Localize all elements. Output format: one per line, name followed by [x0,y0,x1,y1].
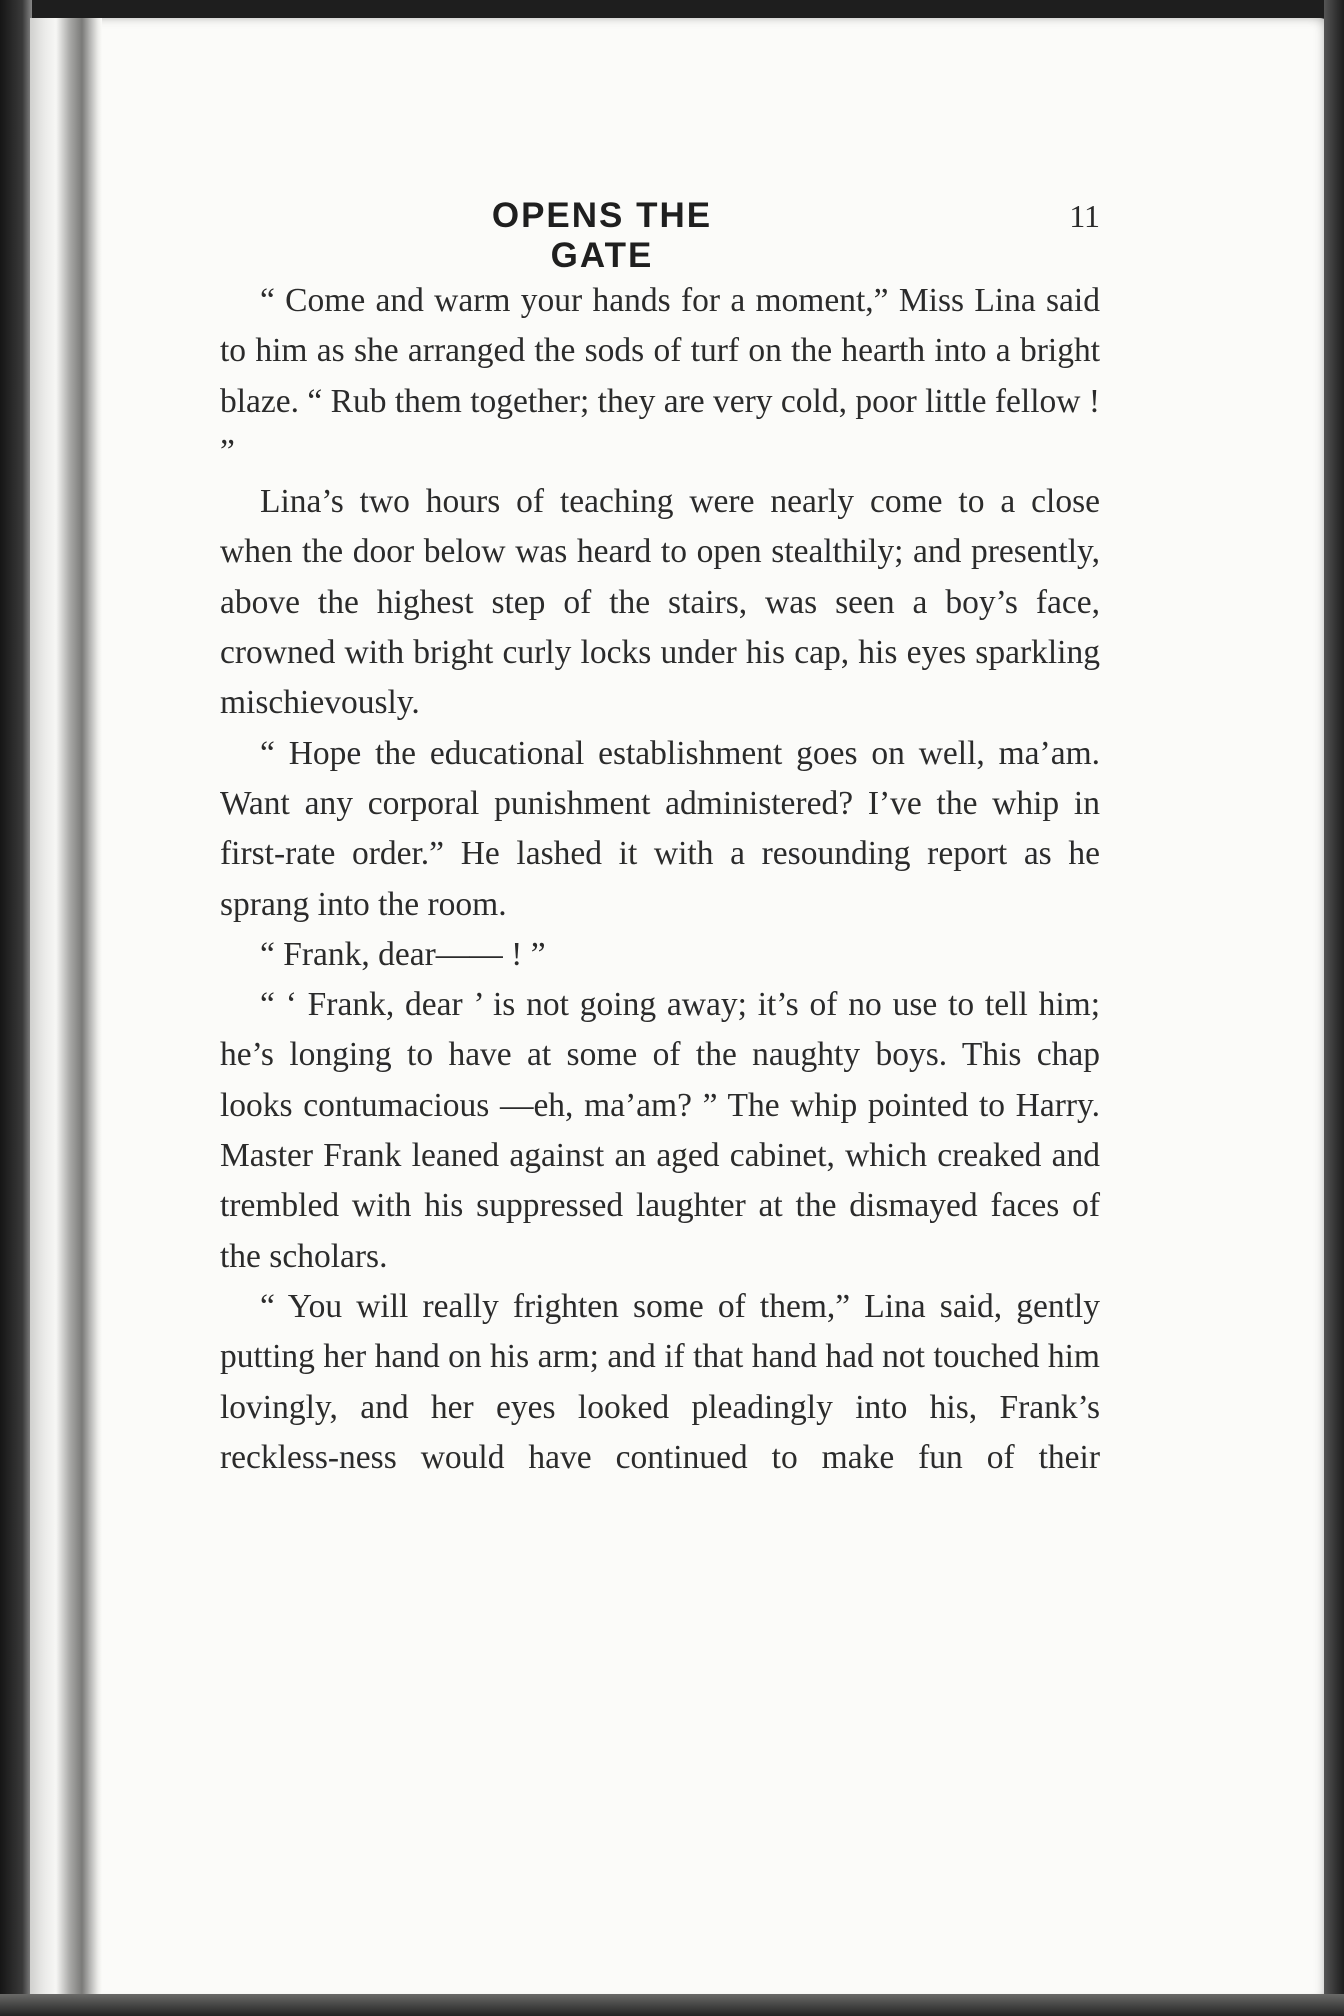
paragraph: “ Frank, dear—— ! ” [260,935,546,973]
paragraph: Lina’s two hours of teaching were nearly come to a close when the door below was heard to open stealthily; and presently, above the highest step of the stairs, was seen a boy’s face, crowned with bright curly locks under his cap, his eyes sparkling mischievously. [220,483,1100,722]
body-text [220,276,1100,1483]
paragraph: “ Come and warm your hands for a moment,” Miss Lina said to him as she arranged the sods of turf on the hearth into a bright blaze. “ Rub them together; they are very cold, poor little fellow ! ” [220,282,1100,470]
page-gutter [30,18,102,2003]
paragraph: “ You will really frighten some of them,” Lina said, gently putting her hand on his arm; and if that hand had not touched him lovingly, and her eyes looked pleadingly into his, Frank’s reckless-ness would have continued to make fun of their [220,1287,1100,1476]
paragraph: “ Hope the educational establishment goes on well, ma’am. Want any corporal punishment administered? I’ve the whip in first-rate order.” He lashed it with a resounding report as he sprang into the room. [220,734,1100,923]
page-header [220,196,1100,275]
paragraph: “ ‘ Frank, dear ’ is not going away; it’s of no use to tell him; he’s longing to have at some of the naughty boys. This chap looks contumacious —eh, ma’am? ” The whip pointed to Harry. Master Frank leaned against an aged cabinet, which creaked and trembled with his suppressed laughter at the dismayed faces of the scholars. [220,986,1100,1275]
page-right-edge [1324,0,1344,2016]
book-spine-shadow [0,0,32,2016]
page-number: 11 [1069,198,1100,234]
running-head: OPENS THE GATE [491,196,713,275]
page-bottom-edge [0,1994,1344,2016]
